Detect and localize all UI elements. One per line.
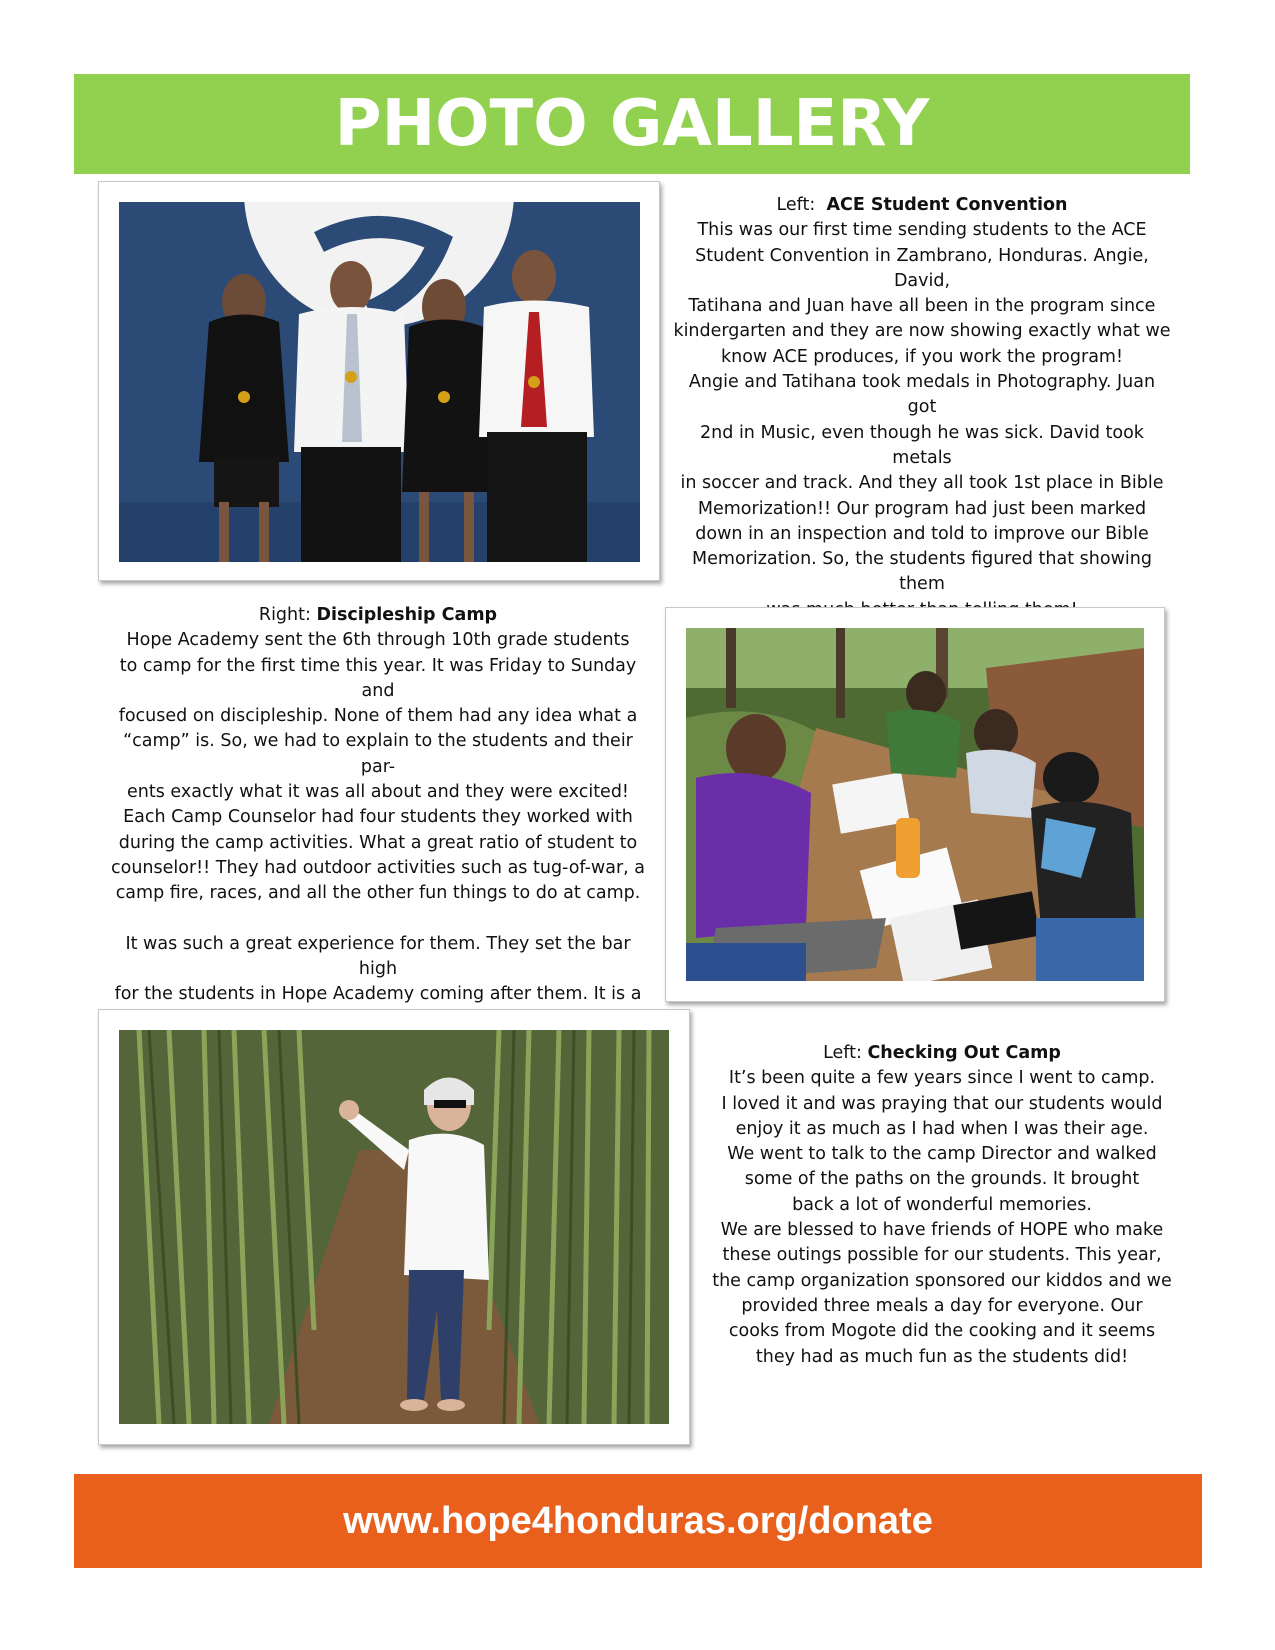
section-checking-out-camp [712,1041,1172,1370]
section-line: provided three meals a day for everyone. Our [741,1295,1143,1316]
section-line: know ACE produces, if you work the program! [721,346,1123,367]
photo-camp-table-study [686,628,1144,981]
section-heading [672,193,1172,218]
section-line: Tatihana and Juan have all been in the program since [688,296,1156,317]
section-line: down in an inspection and told to improve our Bible [695,523,1149,544]
section-line: Memorization. So, the students figured that showing them [692,549,1152,595]
section-line: It’s been quite a few years since I went to camp. [728,1068,1156,1089]
section-line: the camp organization sponsored our kiddos and we [712,1270,1172,1291]
photo-convention-students [119,202,640,562]
section-line: cooks from Mogote did the cooking and it seems [728,1321,1156,1342]
section-line: these outings possible for our students. This year, [722,1245,1162,1266]
section-line: camp fire, races, and all the other fun things to do at camp. [115,883,641,904]
section-line: We went to talk to the camp Director and walked [727,1144,1157,1165]
section-heading [712,1041,1172,1066]
section-title: ACE Student Convention [826,195,1068,215]
section-line: ents exactly what it was all about and they were excited! [127,782,629,803]
section-line: Each Camp Counselor had four students they worked with [123,807,633,828]
section-line: We are blessed to have friends of HOPE who make [720,1220,1164,1241]
photo-bamboo-path [119,1030,669,1424]
section-ace-convention [672,193,1172,648]
section-line: focused on discipleship. None of them had any idea what a [118,706,638,727]
section-line: to camp for the first time this year. It was Friday to Sunday and [119,655,637,701]
section-line: 2nd in Music, even though he was sick. David took metals [700,422,1144,468]
section-line: back a lot of wonderful memories. [792,1194,1092,1215]
section-position-prefix: Right: [258,605,311,625]
section-line: in soccer and track. And they all took 1st place in Bible [680,473,1164,494]
section-line: This was our first time sending students to the ACE [697,220,1147,241]
donate-footer [74,1474,1202,1568]
section-line: they had as much fun as the students did! [755,1346,1129,1367]
section-line: I loved it and was praying that our students would [721,1093,1163,1114]
photo-frame-checking-camp [98,1009,690,1445]
section-line: It was such a great experience for them. They set the bar high [125,933,631,980]
section-heading [108,603,648,628]
section-line: Angie and Tatihana took medals in Photography. Juan got [688,372,1156,418]
section-line: “camp” is. So, we had to explain to the students and their par- [123,731,633,777]
page-title: PHOTO GALLERY [334,87,930,161]
section-position-prefix: Left: [776,195,816,215]
section-line: counselor!! They had outdoor activities such as tug-of-war, a [111,857,645,878]
section-title: Discipleship Camp [316,605,498,625]
section-line: Memorization!! Our program had just been marked [697,498,1147,519]
section-line: enjoy it as much as I had when I was their age. [735,1118,1149,1139]
section-title: Checking Out Camp [867,1043,1061,1063]
section-position-prefix: Left: [823,1043,862,1063]
page-header [74,74,1190,174]
section-line-spacer [108,907,648,932]
section-line: for the students in Hope Academy coming after them. It is a [114,984,642,1005]
section-line: Student Convention in Zambrano, Honduras. Angie, David, [695,245,1149,291]
donate-link[interactable]: www.hope4honduras.org/donate [343,1499,933,1542]
section-discipleship-camp [108,603,648,1058]
section-line: Hope Academy sent the 6th through 10th grade students [126,630,630,651]
section-line: some of the paths on the grounds. It brought [744,1169,1140,1190]
section-line: kindergarten and they are now showing exactly what we [673,321,1171,342]
photo-frame-discipleship [665,607,1165,1002]
photo-frame-convention [98,181,660,581]
section-line: during the camp activities. What a great ratio of student to [118,832,638,853]
